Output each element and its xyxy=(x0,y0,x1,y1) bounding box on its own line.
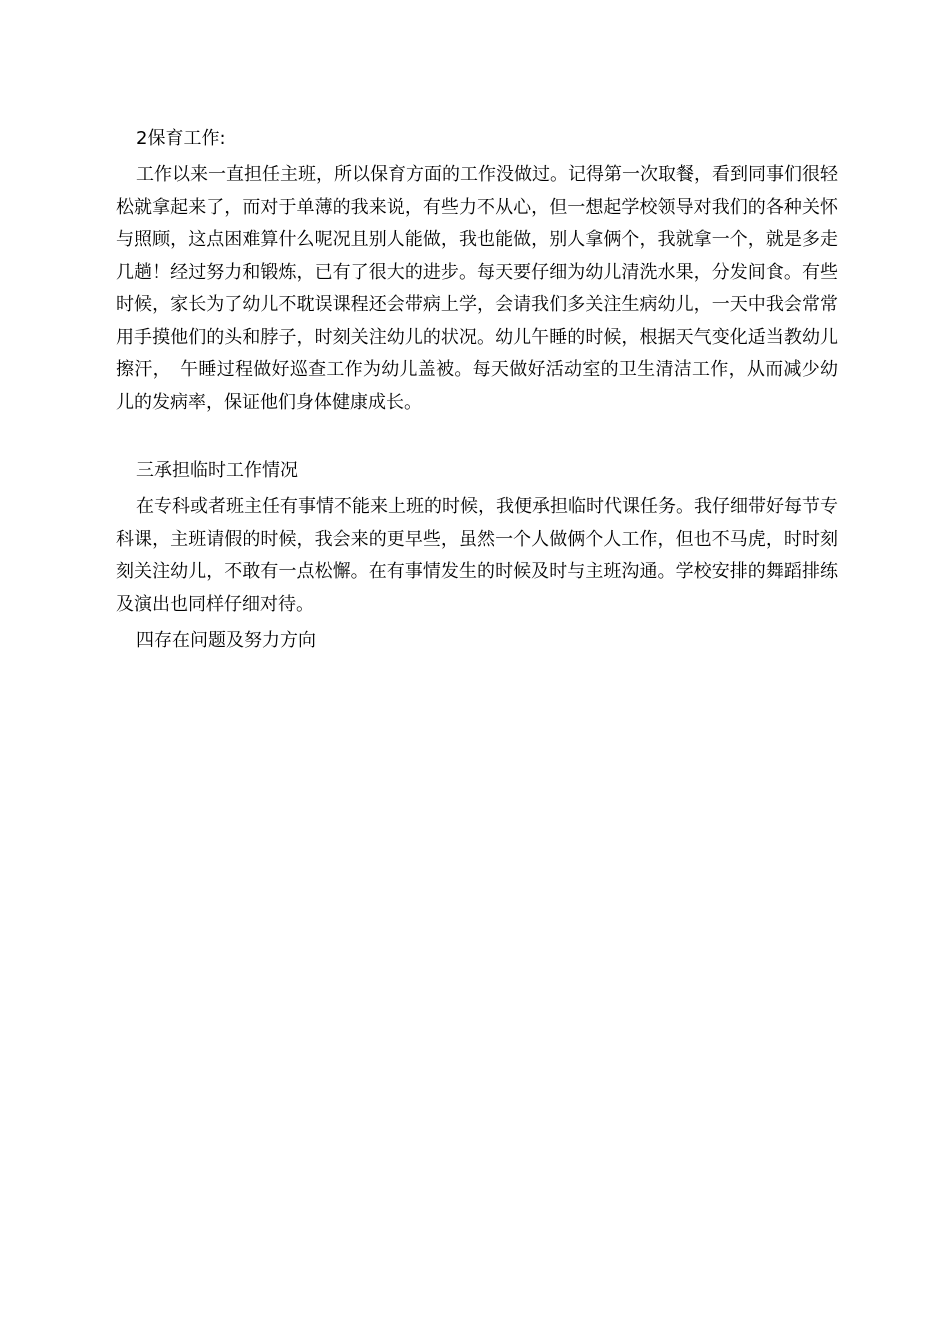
section-heading-problems-direction: 四存在问题及努力方向 xyxy=(136,630,316,651)
document-content xyxy=(116,123,838,657)
section-heading-temporary-work: 三承担临时工作情况 xyxy=(136,460,298,481)
paragraph-temporary-work: 在专科或者班主任有事情不能来上班的时候，我便承担临时代课任务。我仔细带好每节专科课，主班请假的时候，我会来的更早些，虽然一个人做俩个人工作，但也不马虎，时时刻刻关注幼儿，不敢有一点松懈。在有事情发生的时候及时与主班沟通。学校安排的舞蹈排练及演出也同样仔细对待。 xyxy=(116,496,838,615)
section-heading-nursing-work: 2保育工作: xyxy=(136,128,226,149)
paragraph-nursing-work: 工作以来一直担任主班，所以保育方面的工作没做过。记得第一次取餐，看到同事们很轻松就拿起来了，而对于单薄的我来说，有些力不从心，但一想起学校领导对我们的各种关怀与照顾，这点困难算什么呢况且别人能做，我也能做，别人拿俩个，我就拿一个，就是多走几趟！经过努力和锻炼，已有了很大的进步。每天要仔细为幼儿清洗水果，分发间食。有些时候，家长为了幼儿不耽误课程还会带病上学，会请我们多关注生病幼儿，一天中我会常常用手摸他们的头和脖子，时刻关注幼儿的状况。幼儿午睡的时候，根据天气变化适当教幼儿擦汗， 午睡过程做好巡查工作为幼儿盖被。每天做好活动室的卫生清洁工作，从而减少幼儿的发病率，保证他们身体健康成长。 xyxy=(116,164,838,413)
spacer xyxy=(116,419,838,455)
